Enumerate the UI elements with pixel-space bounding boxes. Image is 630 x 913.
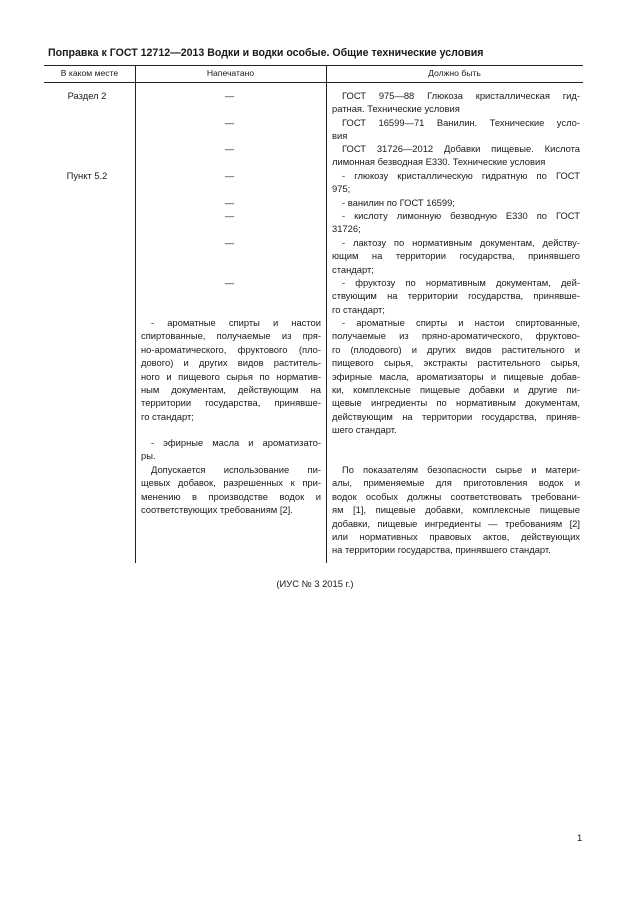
text-line: ГОСТ 975—88 Глюкоза кристаллическая гид-	[342, 90, 580, 101]
text-line: - ароматные спирты и настои	[151, 317, 321, 328]
ius-reference: (ИУС № 3 2015 г.)	[276, 578, 354, 589]
text-line: го (плодового) и других видов растительного и	[332, 343, 580, 355]
text-line: - фруктозу по нормативным документам, дей-	[342, 277, 580, 288]
correct-lactose	[332, 236, 580, 276]
text-line: вия	[332, 130, 348, 142]
text-line: По показателям безопасности сырье и матери-	[342, 464, 580, 475]
text-line: 31726;	[332, 223, 361, 235]
printed-dash: —	[224, 117, 235, 128]
text-line: получаемые из пряно-ароматического, фруктово-	[332, 330, 580, 342]
text-line: - эфирные масла и ароматизато-	[151, 437, 321, 448]
text-line: ного и пищевого сырья по норматив-	[141, 370, 321, 382]
text-line: добавки, пищевые ингредиенты — требованиям [2]	[332, 517, 580, 529]
printed-additives-allowed	[141, 463, 321, 517]
printed-dash: —	[224, 143, 235, 154]
correct-safety-requirements	[332, 463, 580, 557]
correct-glucose	[332, 169, 580, 196]
text-line: ям [1], пищевые добавки, комплексные пищевые	[332, 504, 580, 516]
printed-dash: —	[224, 90, 235, 101]
correct-fructose	[332, 276, 580, 316]
printed-dash: —	[224, 197, 235, 208]
text-line: ющим на территории государства, принявшего	[332, 250, 580, 262]
correct-gost-16599	[332, 116, 580, 143]
correct-gost-975	[332, 89, 580, 116]
printed-dash: —	[224, 210, 235, 221]
text-line: щевых добавок, разрешенных к при-	[141, 477, 321, 489]
text-line: ствующим на территории государства, принявше-	[332, 290, 580, 302]
table-header-rule	[44, 82, 583, 83]
printed-dash: —	[224, 170, 235, 181]
correct-aromatic-spirits	[332, 316, 580, 437]
text-line: эфирные масла, ароматизаторы и пищевые добав-	[332, 370, 580, 382]
text-line: соответствующих требованиям [2].	[141, 504, 293, 516]
text-line: алы, применяемые для приготовления водок и	[332, 477, 580, 489]
place-clause-5-2: Пункт 5.2	[66, 170, 108, 181]
text-line: территории государства, принявше-	[141, 397, 321, 409]
text-line: 975;	[332, 183, 351, 195]
text-line: спиртованные, получаемые из пря-	[141, 330, 321, 342]
text-line: менению в производстве водок и	[141, 490, 321, 502]
text-line: шего стандарт.	[332, 424, 397, 436]
text-line: ки, комплексные пищевые добавки и другие пи-	[332, 384, 580, 396]
text-line: ГОСТ 31726—2012 Добавки пищевые. Кислота	[342, 143, 580, 154]
text-line: ратная. Технические условия	[332, 103, 460, 115]
header-printed: Напечатано	[206, 68, 255, 78]
printed-aromatic-spirits	[141, 316, 321, 423]
text-line: но-ароматического, фруктового (пло-	[141, 343, 321, 355]
table-top-rule	[44, 65, 583, 66]
text-line: дового) и других видов раститель-	[141, 357, 321, 369]
header-place: В каком месте	[60, 68, 119, 78]
page-number: 1	[577, 832, 583, 843]
printed-essential-oils	[141, 436, 321, 463]
correct-vanillin	[332, 196, 580, 209]
correct-gost-31726	[332, 142, 580, 169]
text-line: ным документам, действующим на	[141, 384, 321, 396]
place-section-2: Раздел 2	[67, 90, 107, 101]
text-line: ГОСТ 16599—71 Ванилин. Технические усло-	[342, 117, 580, 128]
page-title: Поправка к ГОСТ 12712—2013 Водки и водки особые. Общие технические условия	[48, 47, 484, 59]
correct-citric-acid	[332, 209, 580, 236]
printed-dash: —	[224, 237, 235, 248]
header-correct: Должно быть	[428, 68, 481, 78]
text-line: го стандарт;	[141, 410, 194, 422]
text-line: щевые ингредиенты по нормативным документам,	[332, 397, 580, 409]
text-line: - ванилин по ГОСТ 16599;	[342, 197, 455, 208]
text-line: го стандарт;	[332, 303, 385, 315]
text-line: - лактозу по нормативным документам, действу-	[342, 237, 580, 248]
text-line: или нормативных правовых актов, действующих	[332, 531, 580, 543]
text-line: лимонная безводная Е330. Технические условия	[332, 156, 546, 168]
text-line: Допускается использование пи-	[151, 464, 321, 475]
column-divider-2	[326, 65, 327, 563]
column-divider-1	[135, 65, 136, 563]
text-line: - ароматные спирты и настои спиртованные,	[342, 317, 580, 328]
text-line: пищевого сырья, экстракты растительного сырья,	[332, 357, 580, 369]
text-line: водок особых должны соответствовать требовани-	[332, 490, 580, 502]
text-line: стандарт;	[332, 263, 374, 275]
text-line: действующим на территории государства, приняв-	[332, 410, 580, 422]
text-line: на территории государства, принявшего стандарт.	[332, 544, 551, 556]
printed-dash: —	[224, 277, 235, 288]
text-line: - кислоту лимонную безводную Е330 по ГОСТ	[342, 210, 580, 221]
text-line: ры.	[141, 450, 156, 462]
text-line: - глюкозу кристаллическую гидратную по ГОСТ	[342, 170, 580, 181]
